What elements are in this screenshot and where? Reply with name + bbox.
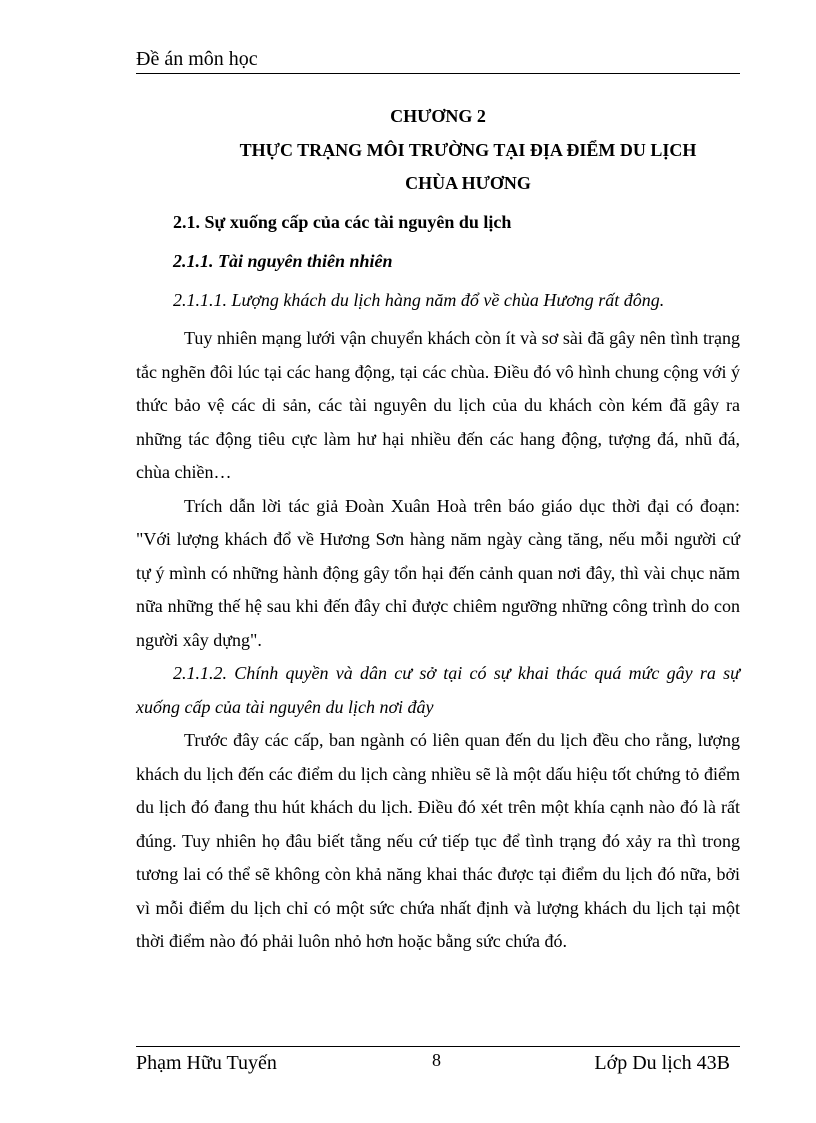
page-content (136, 100, 740, 959)
section-heading-2-1: 2.1. Sự xuống cấp của các tài nguyên du lịch (173, 212, 512, 232)
paragraph-3: Trước đây các cấp, ban ngành có liên quan đến du lịch đều cho rằng, lượng khách du lịch đến các điểm du lịch càng nhiều sẽ là một dấu hiệu tốt chứng tỏ điểm du lịch đó đang thu hút khách du lịch. Điều đó xét trên một khía cạnh nào đó là rất đúng. Tuy nhiên họ đâu biết tằng nếu cứ tiếp tục để tình trạng đó xảy ra thì trong tương lai có thể sẽ không còn khả năng khai thác được tại điểm du lịch đó nữa, bởi vì mỗi điểm du lịch chỉ có một sức chứa nhất định và lượng khách du lịch tại một thời điểm nào đó phải luôn nhỏ hơn hoặc bằng sức chứa đó. (136, 730, 740, 951)
section-heading-2-1-1-2: 2.1.1.2. Chính quyền và dân cư sở tại có sự khai thác quá mức gây ra sự xuống cấp của tài nguyên du lịch nơi đây (136, 663, 740, 717)
paragraph-1: Tuy nhiên mạng lưới vận chuyển khách còn ít và sơ sài đã gây nên tình trạng tắc nghẽn đôi lúc tại các hang động, tại các chùa. Điều đó vô hình chung cộng với ý thức bảo vệ các di sản, các tài nguyên du lịch của du khách còn kém đã gây ra những tác động tiêu cực làm hư hại nhiều đến các hang động, tượng đá, nhũ đá, chùa chiền… (136, 328, 740, 482)
chapter-title-line1: THỰC TRẠNG MÔI TRƯỜNG TẠI ĐỊA ĐIỂM DU LỊCH (239, 140, 697, 160)
page-number: 8 (432, 1050, 441, 1070)
chapter-title-line2: CHÙA HƯƠNG (405, 173, 531, 193)
footer-author: Phạm Hữu Tuyến (136, 1052, 277, 1074)
section-heading-2-1-1-1: 2.1.1.1. Lượng khách du lịch hàng năm đổ về chùa Hương rất đông. (173, 290, 665, 310)
section-heading-2-1-1: 2.1.1. Tài nguyên thiên nhiên (173, 251, 393, 271)
page-footer (136, 1046, 740, 1074)
chapter-number: CHƯƠNG 2 (390, 106, 486, 126)
header-title: Đề án môn học (136, 48, 258, 70)
footer-class-name: Lớp Du lịch 43B (594, 1052, 730, 1074)
page-header (136, 46, 740, 74)
paragraph-2: Trích dẫn lời tác giả Đoàn Xuân Hoà trên báo giáo dục thời đại có đoạn: "Với lượng khách đổ về Hương Sơn hàng năm ngày càng tăng, nếu mỗi người cứ tự ý mình có những hành động gây tổn hại đến cảnh quan nơi đây, thì vài chục năm nữa những thế hệ sau khi đến đây chỉ được chiêm ngưỡng những công trình do con người xây dựng". (136, 495, 740, 650)
